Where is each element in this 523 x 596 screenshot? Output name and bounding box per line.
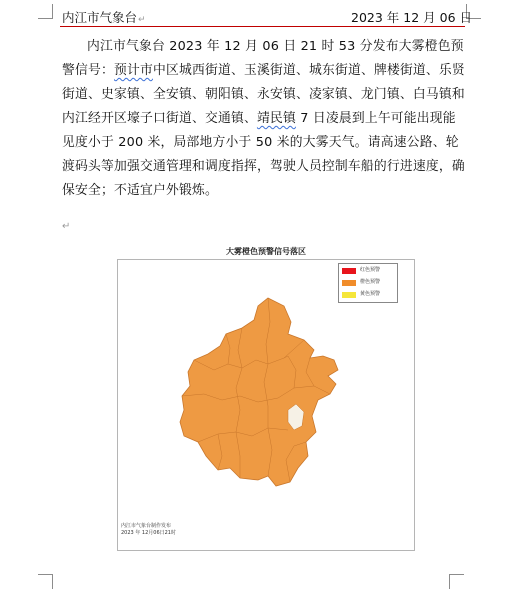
page-corner-mark — [38, 574, 53, 589]
body-seg-3: 中区城西街道、玉溪街道、城东街道、牌楼街道、乐贤街道、史家镇、全安镇、朝阳镇、永安镇、凌家镇、龙门镇、白马镇和内江经开区壕子口街道、交通镇、 — [62, 63, 465, 126]
legend-swatch-orange — [342, 280, 356, 286]
page-corner-mark — [38, 4, 53, 19]
legend-label: 黄色预警 — [360, 291, 381, 297]
map-credit-time: 2023 年 12月06日21时 — [121, 530, 176, 536]
warning-area — [180, 298, 338, 486]
legend-item — [342, 279, 380, 286]
paragraph-mark-icon: ↵ — [62, 221, 71, 232]
legend-label: 橙色预警 — [360, 279, 381, 285]
map-title: 大雾橙色预警信号落区 — [226, 247, 306, 256]
map-credit — [121, 523, 176, 537]
legend-swatch-red — [342, 268, 356, 274]
paragraph-mark-icon: ↵ — [138, 15, 146, 25]
spellcheck-word: 预计市 — [114, 63, 153, 78]
header-date: 2023 年 12 月 06 日 — [351, 10, 472, 25]
warning-map — [117, 247, 415, 551]
legend-item — [342, 267, 380, 274]
header-issuer: 内江市气象台 — [62, 10, 138, 25]
legend-swatch-yellow — [342, 292, 356, 298]
map-legend — [338, 263, 398, 303]
map-credit-issuer: 内江市气象台制作发布 — [121, 523, 172, 529]
body-seg-1: 内江市气象台 2023 年 12 月 06 日 21 时 53 分发布大雾橙色预警信号： — [62, 39, 464, 78]
warning-paragraph — [62, 35, 466, 203]
header-rule — [60, 26, 465, 27]
legend-label: 红色预警 — [360, 267, 381, 273]
spellcheck-word: 靖民镇 — [256, 111, 296, 126]
legend-item — [342, 291, 380, 298]
body-seg-5: 7 日凌晨到上午可能出现能见度小于 200 米，局部地方小于 50 米的大雾天气。请高速公路、轮渡码头等加强交通管理和调度指挥，驾驶人员控制车船的行进速度，确保安全；不适宜户外锻炼。 — [62, 111, 465, 198]
map-region — [118, 260, 414, 550]
header-left — [62, 8, 146, 26]
page-corner-mark — [449, 574, 464, 589]
